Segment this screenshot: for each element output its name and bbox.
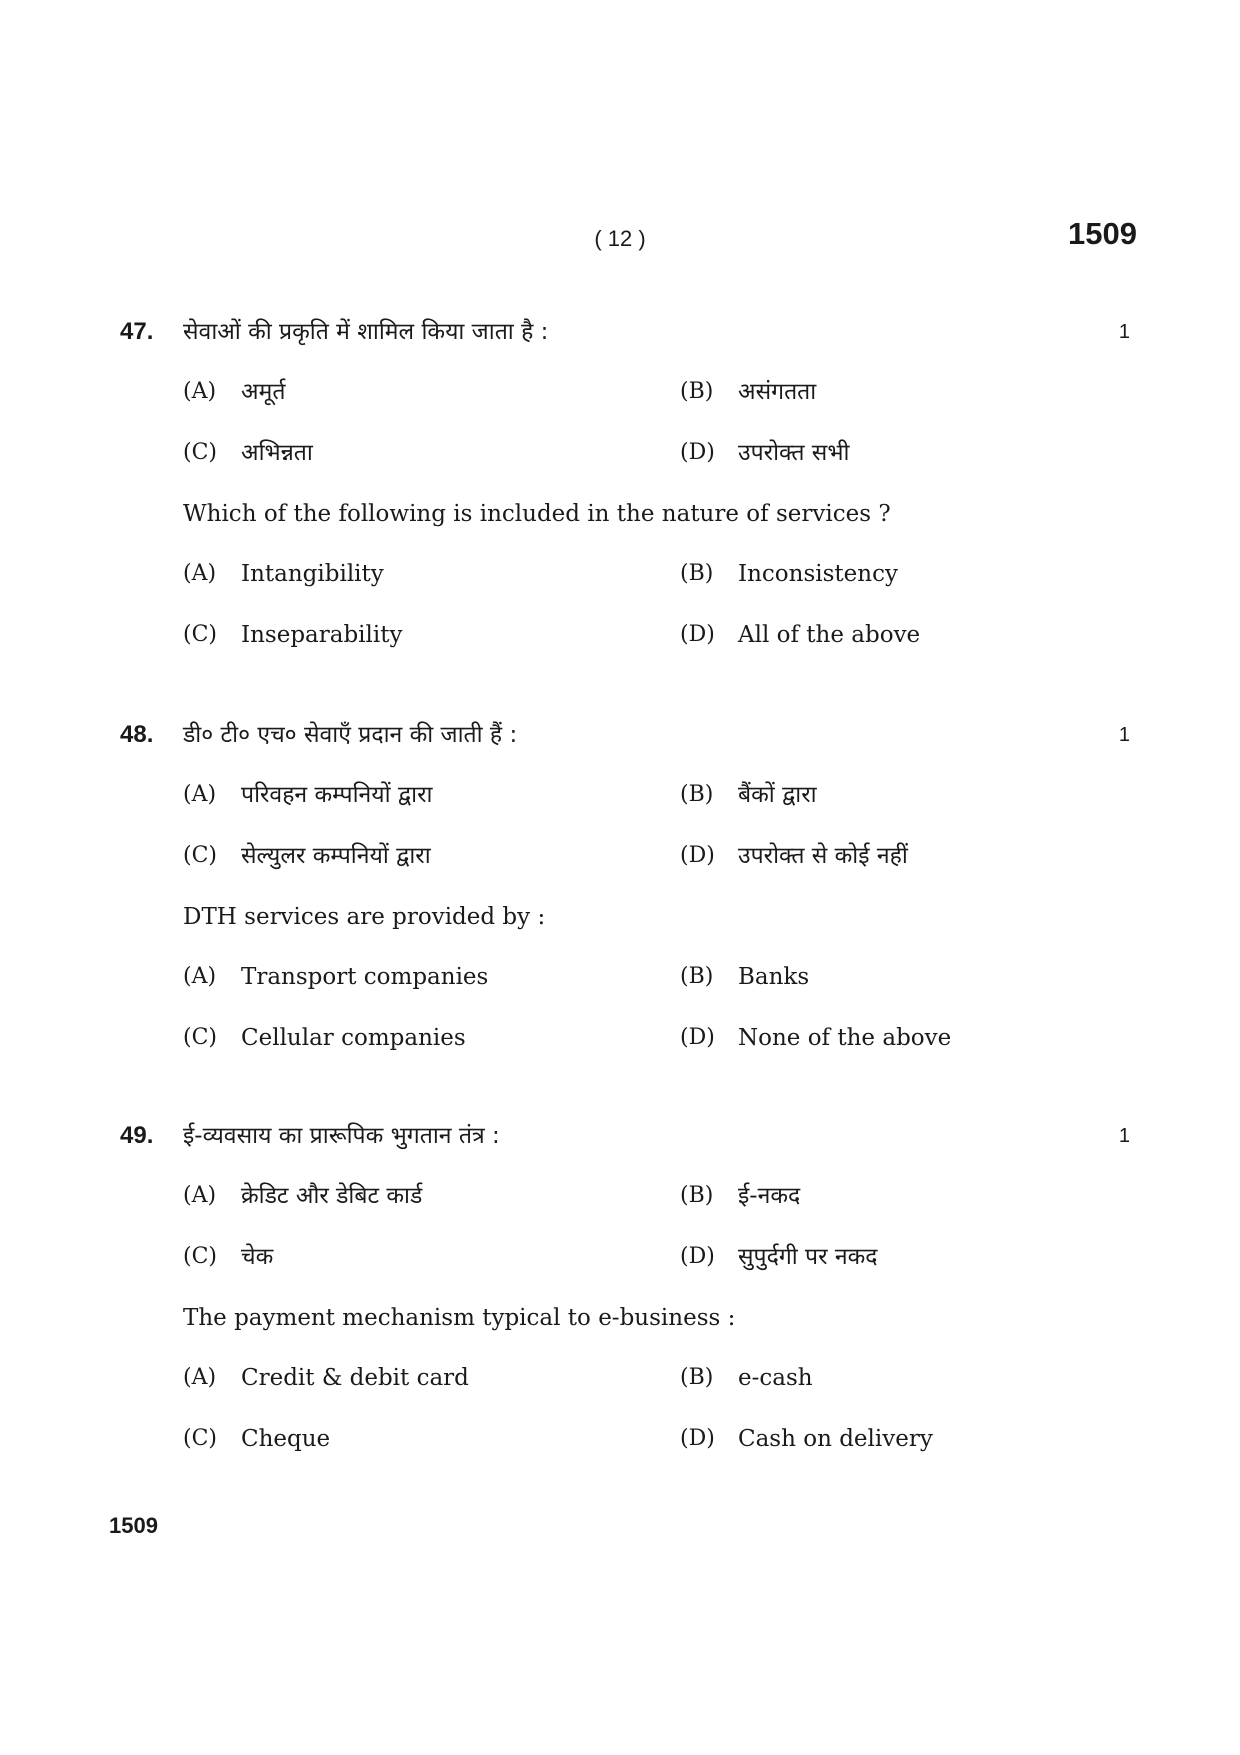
question-english-line [0, 497, 1240, 531]
option-letter: (B) [680, 1183, 714, 1208]
option-letter: (D) [680, 1244, 715, 1269]
option-b-hindi [680, 778, 1160, 812]
option-text: Banks [738, 964, 810, 990]
option-letter: (C) [183, 440, 217, 465]
option-letter: (B) [680, 1365, 714, 1390]
option-c-hindi [183, 1240, 663, 1274]
option-a-english [183, 1361, 663, 1395]
option-text: e-cash [738, 1365, 813, 1391]
option-a-hindi [183, 1179, 663, 1213]
option-letter: (A) [183, 782, 217, 807]
option-text: None of the above [738, 1025, 952, 1051]
option-text: Cheque [241, 1426, 331, 1452]
option-b-hindi [680, 375, 1160, 409]
option-text: परिवहन कम्पनियों द्वारा [241, 782, 433, 808]
option-c-english [183, 1021, 663, 1055]
option-text: Inconsistency [738, 561, 898, 587]
paper-code-top: 1509 [1068, 216, 1137, 251]
question-text-hindi: सेवाओं की प्रकृति में शामिल किया जाता है : [183, 319, 549, 345]
question-number: 49. [120, 1122, 154, 1149]
option-letter: (C) [183, 622, 217, 647]
question-marks: 1 [1118, 321, 1130, 343]
option-text: उपरोक्त से कोई नहीं [738, 843, 908, 869]
option-text: Credit & debit card [241, 1365, 469, 1391]
option-text: उपरोक्त सभी [738, 440, 850, 466]
option-letter: (B) [680, 964, 714, 989]
option-text: बैंकों द्वारा [738, 782, 817, 808]
option-text: Cellular companies [241, 1025, 466, 1051]
option-letter: (D) [680, 1025, 715, 1050]
option-letter: (B) [680, 782, 714, 807]
option-letter: (C) [183, 1244, 217, 1269]
option-text: असंगतता [738, 379, 817, 405]
option-text: अमूर्त [241, 379, 286, 405]
option-letter: (D) [680, 622, 715, 647]
option-letter: (C) [183, 1025, 217, 1050]
option-text: चेक [241, 1244, 274, 1270]
question-hindi-line [0, 315, 1240, 349]
question-text-english: DTH services are provided by : [183, 904, 546, 930]
option-d-hindi [680, 436, 1160, 470]
option-letter: (C) [183, 1426, 217, 1451]
option-b-english [680, 960, 1160, 994]
option-letter: (A) [183, 1183, 217, 1208]
question-text-english: Which of the following is included in the nature of services ? [183, 501, 891, 527]
question-number: 48. [120, 721, 154, 748]
option-d-hindi [680, 839, 1160, 873]
option-letter: (B) [680, 379, 714, 404]
option-text: All of the above [738, 622, 921, 648]
option-text: अभिन्नता [241, 440, 313, 466]
option-d-english [680, 1422, 1160, 1456]
option-c-english [183, 1422, 663, 1456]
option-d-english [680, 1021, 1160, 1055]
option-letter: (B) [680, 561, 714, 586]
option-letter: (A) [183, 379, 217, 404]
option-b-english [680, 1361, 1160, 1395]
page-number: ( 12 ) [594, 226, 646, 251]
option-c-english [183, 618, 663, 652]
option-b-hindi [680, 1179, 1160, 1213]
option-a-hindi [183, 375, 663, 409]
option-letter: (D) [680, 440, 715, 465]
option-text: सुपुर्दगी पर नकद [738, 1244, 878, 1270]
option-c-hindi [183, 839, 663, 873]
option-text: ई-नकद [738, 1183, 801, 1209]
question-text-english: The payment mechanism typical to e-business : [183, 1305, 736, 1331]
question-marks: 1 [1118, 1125, 1130, 1147]
question-text-hindi: डी० टी० एच० सेवाएँ प्रदान की जाती हैं : [183, 722, 518, 748]
option-text: Intangibility [241, 561, 384, 587]
option-letter: (D) [680, 843, 715, 868]
option-d-hindi [680, 1240, 1160, 1274]
option-text: Inseparability [241, 622, 403, 648]
option-text: Transport companies [241, 964, 489, 990]
option-d-english [680, 618, 1160, 652]
option-a-english [183, 960, 663, 994]
question-number: 47. [120, 318, 154, 345]
question-hindi-line [0, 718, 1240, 752]
option-a-hindi [183, 778, 663, 812]
question-marks: 1 [1118, 724, 1130, 746]
option-letter: (A) [183, 561, 217, 586]
question-hindi-line [0, 1119, 1240, 1153]
question-english-line [0, 900, 1240, 934]
option-b-english [680, 557, 1160, 591]
option-c-hindi [183, 436, 663, 470]
paper-code-bottom: 1509 [109, 1513, 158, 1538]
option-text: सेल्युलर कम्पनियों द्वारा [241, 843, 431, 869]
question-english-line [0, 1301, 1240, 1335]
option-text: क्रेडिट और डेबिट कार्ड [241, 1183, 423, 1209]
option-letter: (A) [183, 964, 217, 989]
option-a-english [183, 557, 663, 591]
option-letter: (A) [183, 1365, 217, 1390]
question-text-hindi: ई-व्यवसाय का प्रारूपिक भुगतान तंत्र : [183, 1123, 500, 1149]
option-letter: (C) [183, 843, 217, 868]
option-letter: (D) [680, 1426, 715, 1451]
option-text: Cash on delivery [738, 1426, 933, 1452]
